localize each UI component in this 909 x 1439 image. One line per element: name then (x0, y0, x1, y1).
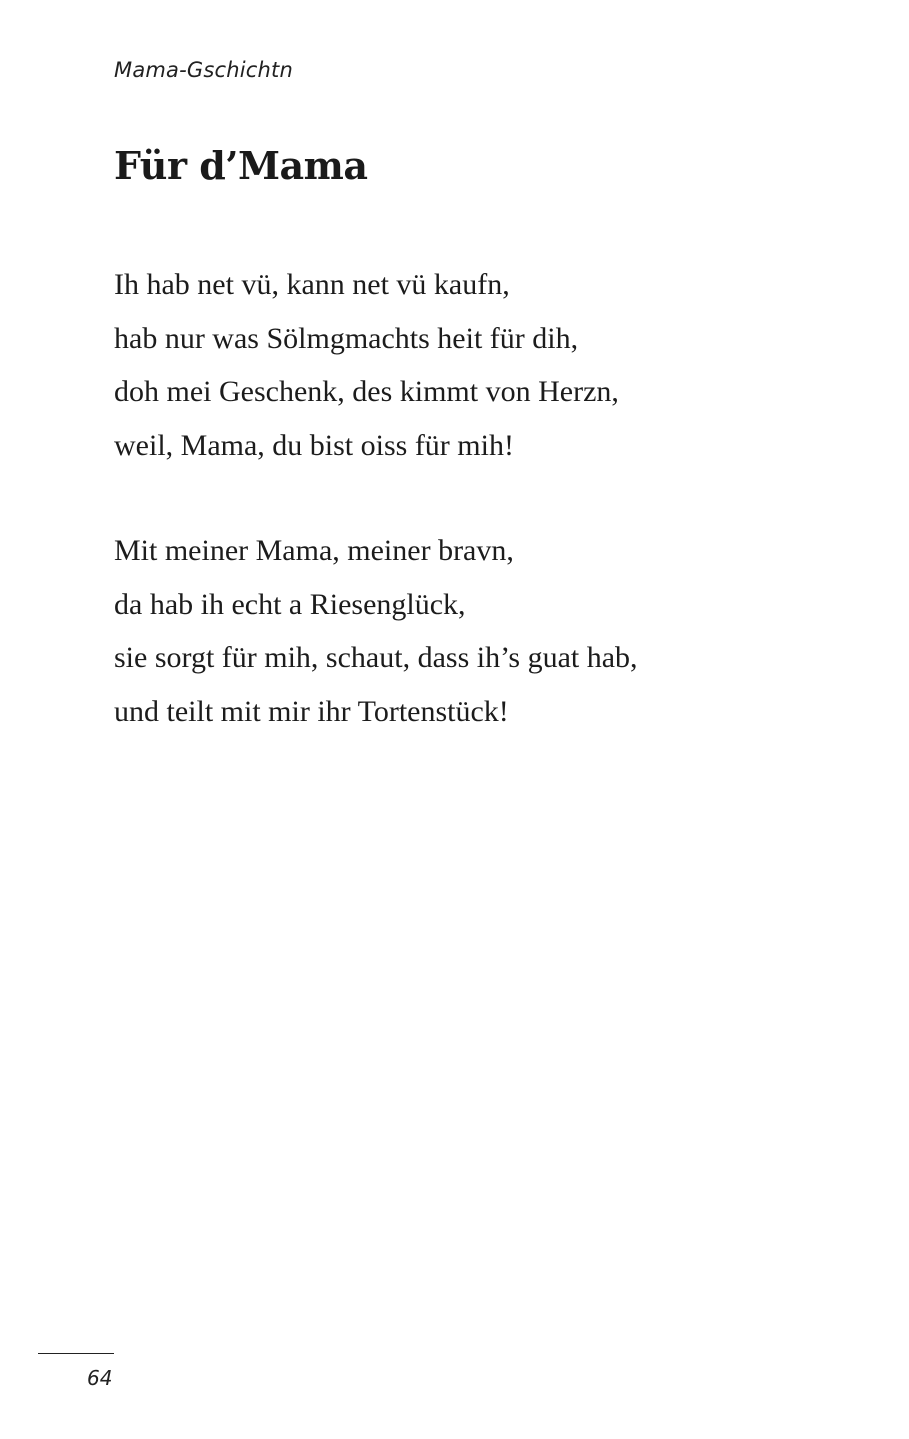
verse-line: weil, Mama, du bist oiss für mih! (114, 428, 514, 462)
verse-line: hab nur was Sölmgmachts heit für dih, (114, 321, 579, 355)
verse-line: Ih hab net vü, kann net vü kaufn, (114, 268, 510, 301)
stanza-1 (114, 258, 619, 472)
poem-title: Für d’Mama (114, 143, 368, 188)
stanza-2 (114, 524, 638, 738)
footer-rule (38, 1353, 114, 1354)
running-header: Mama-Gschichtn (114, 58, 293, 82)
verse-line: da hab ih echt a Riesenglück, (114, 587, 466, 621)
page-number: 64 (87, 1366, 113, 1390)
verse-line: Mit meiner Mama, meiner bravn, (114, 534, 514, 567)
verse-line: und teilt mit mir ihr Tortenstück! (114, 694, 509, 728)
verse-line: doh mei Geschenk, des kimmt von Herzn, (114, 375, 619, 408)
verse-line: sie sorgt für mih, schaut, dass ih’s guat hab, (114, 641, 638, 674)
